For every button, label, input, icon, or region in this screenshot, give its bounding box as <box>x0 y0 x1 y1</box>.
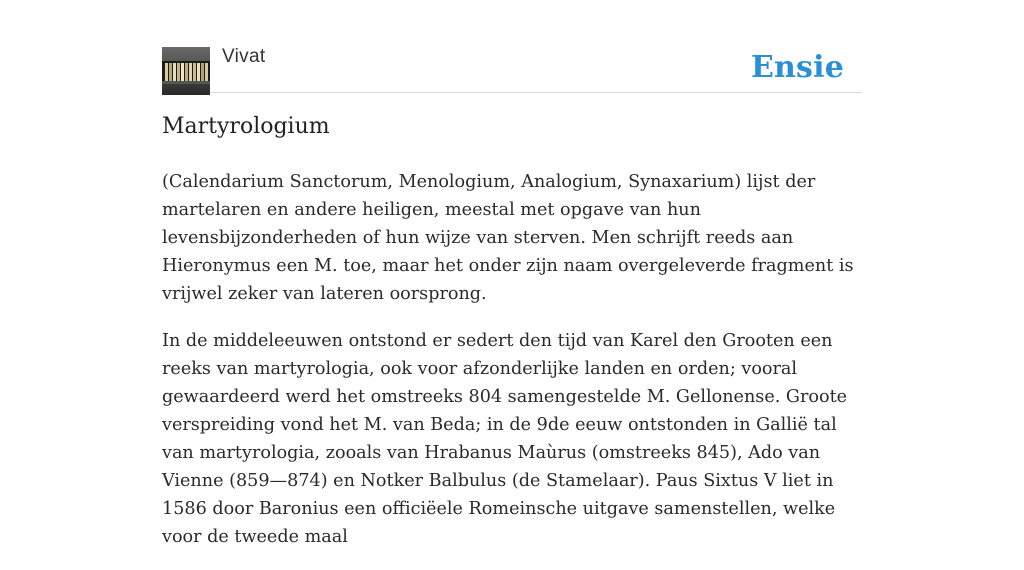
author-avatar[interactable] <box>162 47 210 95</box>
site-header <box>162 46 862 93</box>
article-title: Martyrologium <box>162 114 330 139</box>
article-paragraph: (Calendarium Sanctorum, Menologium, Analogium, Synaxarium) lijst der martelaren en andere heiligen, meestal met opgave van hun levensbijzonderheden of hun wijze van sterven. Men schrijft reeds aan Hieronymus een M. toe, maar het onder zijn naam overgeleverde fragment is vrijwel zeker van lateren oorsprong. <box>162 172 854 304</box>
bookshelf-icon <box>162 47 210 95</box>
article-body <box>162 168 862 570</box>
site-logo[interactable]: Ensie <box>750 50 844 85</box>
article-paragraph: In de middeleeuwen ontstond er sedert den tijd van Karel den Grooten een reeks van martyrologia, ook voor afzonderlijke landen en orden; vooral gewaardeerd werd het omstreeks 804 samengestelde M. Gellonense. Groote verspreiding vond het M. van Beda; in de 9de eeuw ontstonden in Gallië tal van martyrologia, zooals van Hrabanus Maùrus (omstreeks 845), Ado van Vienne (859—874) en Notker Balbulus (de Stamelaar). Paus Sixtus V liet in 1586 door Baronius een officiëele Romeinsche uitgave samenstellen, welke voor de tweede maal <box>162 331 848 547</box>
author-name[interactable]: Vivat <box>222 46 266 67</box>
